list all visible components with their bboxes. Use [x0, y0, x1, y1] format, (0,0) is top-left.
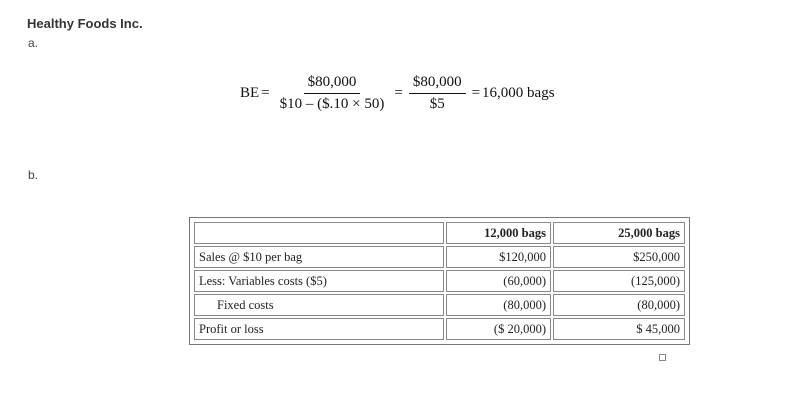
- table-resize-handle[interactable]: [659, 354, 666, 361]
- table-cell: $120,000: [446, 246, 551, 268]
- row-label: Fixed costs: [194, 294, 444, 316]
- table-header-row: [194, 222, 685, 244]
- fraction-1-numerator: $80,000: [304, 74, 361, 94]
- table-row: [194, 294, 685, 316]
- part-b-label: b.: [28, 168, 39, 182]
- table-header-cell: 25,000 bags: [553, 222, 685, 244]
- equals-sign: =: [261, 84, 270, 101]
- profit-table-grid: [192, 220, 687, 342]
- table-cell: ($ 20,000): [446, 318, 551, 340]
- row-label: Less: Variables costs ($5): [194, 270, 444, 292]
- part-a-label: a.: [28, 36, 39, 50]
- table-row: [194, 270, 685, 292]
- table-cell: (60,000): [446, 270, 551, 292]
- table-cell: $250,000: [553, 246, 685, 268]
- document-title: Healthy Foods Inc.: [27, 16, 143, 31]
- table-header-cell: 12,000 bags: [446, 222, 551, 244]
- formula-lhs: BE: [240, 84, 260, 101]
- break-even-formula: [240, 70, 555, 116]
- table-row: [194, 318, 685, 340]
- table-cell: $ 45,000: [553, 318, 685, 340]
- formula-fraction-2: [409, 74, 466, 113]
- table-cell: (125,000): [553, 270, 685, 292]
- formula-fraction-1: [276, 74, 389, 113]
- formula-result: 16,000 bags: [482, 84, 555, 101]
- fraction-1-denominator: $10 – ($.10 × 50): [279, 95, 385, 112]
- table-row: [194, 246, 685, 268]
- row-label: Profit or loss: [194, 318, 444, 340]
- table-header-cell: [194, 222, 444, 244]
- equals-sign: =: [394, 84, 403, 101]
- row-label: Sales @ $10 per bag: [194, 246, 444, 268]
- fraction-2-numerator: $80,000: [409, 74, 466, 94]
- profit-table: [189, 217, 690, 345]
- equals-sign: =: [471, 84, 481, 101]
- fraction-2-denominator: $5: [429, 95, 445, 112]
- table-cell: (80,000): [553, 294, 685, 316]
- table-cell: (80,000): [446, 294, 551, 316]
